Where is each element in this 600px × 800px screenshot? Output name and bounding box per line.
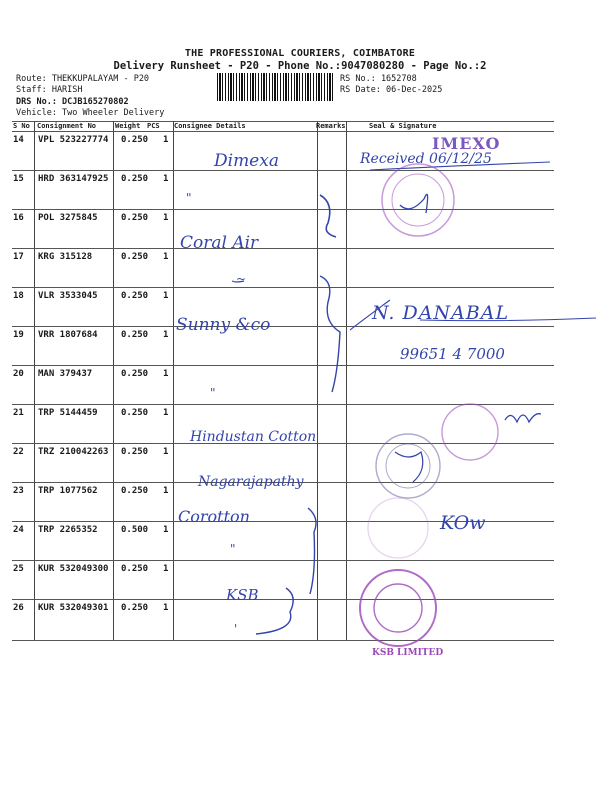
staff-label: Staff: HARISH — [16, 85, 83, 95]
row-pcs: 1 — [163, 174, 169, 184]
row-pcs: 1 — [163, 603, 169, 613]
row-sno: 16 — [13, 213, 24, 223]
row-pcs: 1 — [163, 291, 169, 301]
row-weight: 0.250 — [121, 447, 149, 457]
stamp-imexo: IMEXO — [432, 134, 501, 153]
handwritten-kow: KOw — [440, 512, 486, 534]
row-sno: 22 — [13, 447, 24, 457]
company-seal-imexo — [382, 164, 454, 236]
row-consignment: VRR 1807684 — [38, 330, 98, 340]
ditto-mark: " — [210, 386, 216, 400]
row-consignment: KRG 315128 — [38, 252, 93, 262]
bracket-stroke — [308, 508, 316, 594]
rs-number: RS No.: 1652708 — [340, 74, 417, 84]
row-sno: 23 — [13, 486, 24, 496]
bracket-stroke — [320, 276, 340, 392]
row-weight: 0.250 — [121, 252, 149, 262]
ksb-limited-seal — [360, 570, 436, 646]
col-weight: Weight — [115, 122, 141, 130]
ditto-mark: ~ — [236, 272, 247, 286]
signature-scribble — [505, 414, 541, 422]
handwritten-coral-air: Coral Air — [180, 233, 259, 253]
row-pcs: 1 — [163, 330, 169, 340]
row-sno: 24 — [13, 525, 24, 535]
row-sno: 26 — [13, 603, 24, 613]
row-sno: 19 — [13, 330, 24, 340]
row-weight: 0.250 — [121, 213, 149, 223]
row-pcs: 1 — [163, 447, 169, 457]
col-consignment: Consignment No — [37, 122, 97, 130]
stamp-ksb-limited: KSB LIMITED — [372, 648, 444, 658]
ditto-mark: " — [230, 542, 236, 556]
bracket-stroke — [256, 588, 293, 634]
company-seal-round — [376, 404, 498, 498]
row-sno: 21 — [13, 408, 24, 418]
row-weight: 0.250 — [121, 564, 149, 574]
row-sno: 17 — [13, 252, 24, 262]
handwritten-received: Received 06/12/25 — [360, 151, 492, 167]
row-consignment: POL 3275845 — [38, 213, 98, 223]
col-sno: S No — [13, 122, 30, 130]
handwritten-sunny-co: Sunny &co — [176, 315, 271, 335]
row-pcs: 1 — [163, 486, 169, 496]
row-consignment: KUR 532049301 — [38, 603, 109, 613]
row-consignment: HRD 363147925 — [38, 174, 109, 184]
row-consignment: MAN 379437 — [38, 369, 93, 379]
row-consignment: TRP 1077562 — [38, 486, 98, 496]
row-pcs: 1 — [163, 525, 169, 535]
handwritten-dimexa: Dimexa — [214, 151, 279, 171]
drs-number: DRS No.: DCJB165270802 — [16, 97, 129, 107]
row-sno: 18 — [13, 291, 24, 301]
row-pcs: 1 — [163, 135, 169, 145]
handwritten-coroton: Corotton — [178, 507, 250, 526]
faint-seal — [368, 498, 428, 558]
row-weight: 0.250 — [121, 330, 149, 340]
col-consignee: Consignee Details — [174, 122, 246, 130]
row-consignment: KUR 532049300 — [38, 564, 109, 574]
row-weight: 0.250 — [121, 135, 149, 145]
row-pcs: 1 — [163, 369, 169, 379]
row-weight: 0.250 — [121, 486, 149, 496]
row-sno: 14 — [13, 135, 24, 145]
col-seal: Seal & Signature — [369, 122, 437, 130]
handwritten-hindustan: Hindustan Cotton — [190, 429, 317, 445]
col-pcs: PCS — [147, 122, 160, 130]
row-sno: 15 — [13, 174, 24, 184]
bracket-stroke — [320, 195, 336, 237]
row-pcs: 1 — [163, 213, 169, 223]
ditto-mark: ' — [234, 622, 238, 636]
runsheet-subtitle: Delivery Runsheet - P20 - Phone No.:9047080280 - Page No.:2 — [113, 60, 487, 72]
row-weight: 0.250 — [121, 408, 149, 418]
vehicle-label: Vehicle: Two Wheeler Delivery — [16, 108, 165, 118]
ditto-mark: " — [186, 191, 192, 205]
row-sno: 25 — [13, 564, 24, 574]
row-weight: 0.250 — [121, 174, 149, 184]
handwritten-ksb: KSB — [226, 586, 259, 604]
row-weight: 0.500 — [121, 525, 149, 535]
row-consignment: VLR 3533045 — [38, 291, 98, 301]
row-consignment: TRP 2265352 — [38, 525, 98, 535]
rs-date: RS Date: 06-Dec-2025 — [340, 85, 443, 95]
row-pcs: 1 — [163, 408, 169, 418]
row-pcs: 1 — [163, 564, 169, 574]
row-weight: 0.250 — [121, 291, 149, 301]
row-consignment: VPL 523227774 — [38, 135, 109, 145]
row-consignment: TRZ 210042263 — [38, 447, 109, 457]
route-label: Route: THEKKUPALAYAM - P20 — [16, 74, 150, 84]
signature-scribble — [400, 194, 428, 213]
row-sno: 20 — [13, 369, 24, 379]
handwritten-phone: 99651 4 7000 — [400, 345, 505, 363]
row-weight: 0.250 — [121, 369, 149, 379]
handwritten-naga: Nagarajapathy — [198, 474, 304, 490]
row-weight: 0.250 — [121, 603, 149, 613]
row-pcs: 1 — [163, 252, 169, 262]
company-title: THE PROFESSIONAL COURIERS, COIMBATORE — [184, 48, 416, 59]
signature-scribble — [395, 452, 423, 482]
col-remarks: Remarks — [316, 122, 346, 130]
handwritten-danabal: N. DANABAL — [372, 302, 510, 324]
row-consignment: TRP 5144459 — [38, 408, 98, 418]
